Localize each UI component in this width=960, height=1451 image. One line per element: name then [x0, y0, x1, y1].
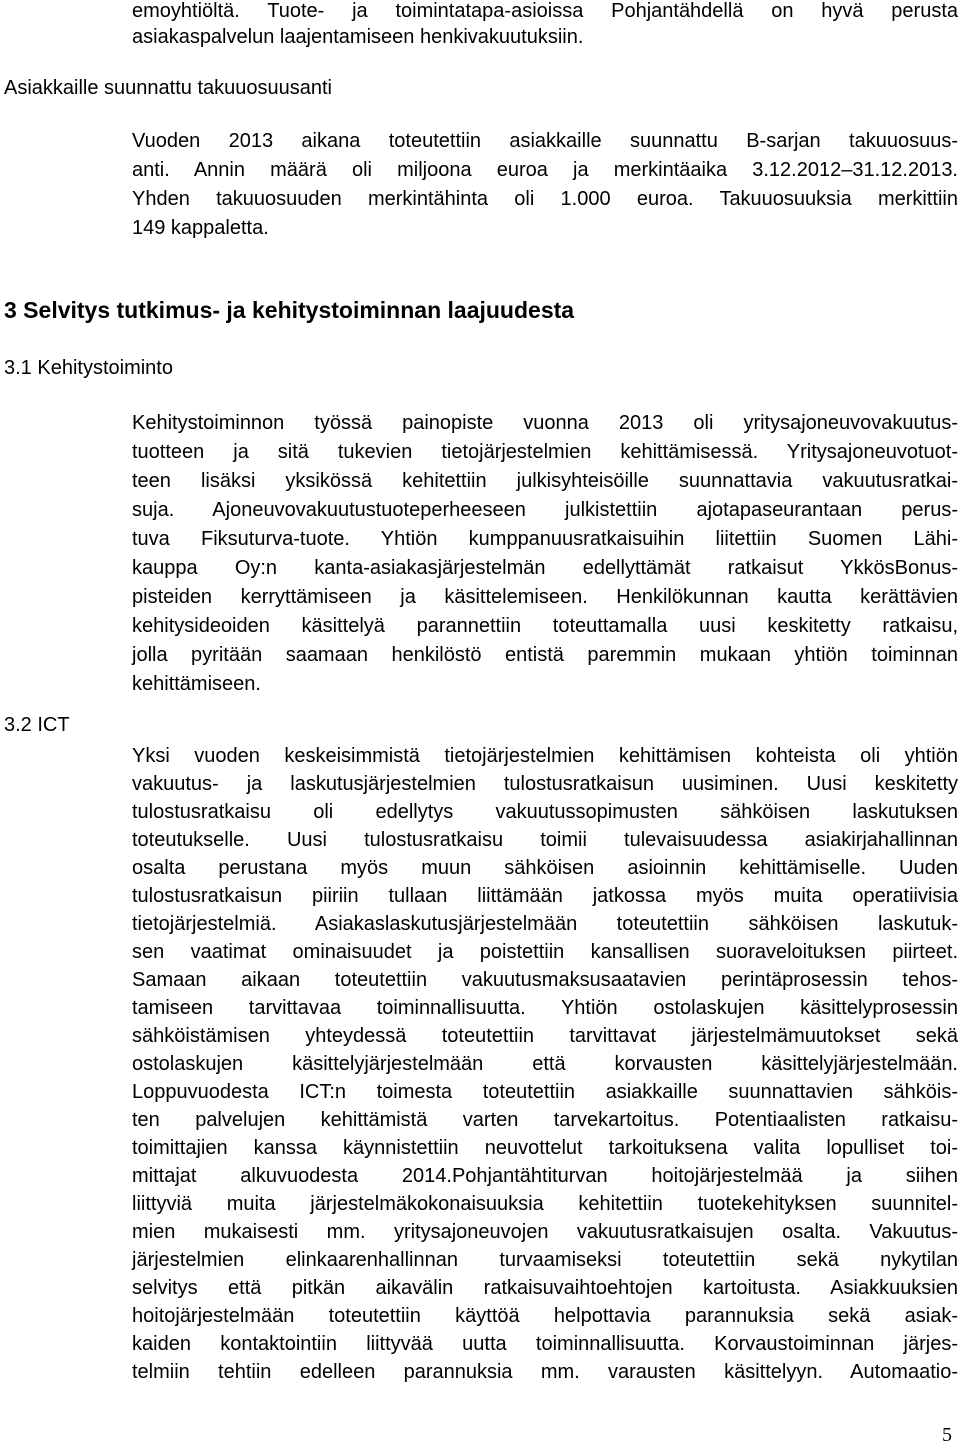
guarantee-line-3: Yhden takuuosuuden merkintähinta oli 1.000 euroa. Takuuosuuksia merkittiin — [132, 188, 958, 210]
section-3-2-line-22: kaiden kontaktointiin liittyvää uutta toiminnallisuutta. Korvaustoiminnan järjes- — [132, 1333, 958, 1355]
guarantee-title: Asiakkaille suunnattu takuuosuusanti — [4, 77, 332, 99]
section-3-2-line-9: Samaan aikaan toteutettiin vakuutusmaksusaatavien perintäprosessin tehos- — [132, 969, 958, 991]
section-3-1-line-2: tuotteen ja sitä tukevien tietojärjestelmien kehittämisessä. Yritysajoneuvotuot- — [132, 441, 958, 463]
section-3-2-line-19: järjestelmien elinkaarenhallinnan turvaamiseksi toteutettiin sekä nykytilan — [132, 1249, 958, 1271]
guarantee-line-4: 149 kappaletta. — [132, 217, 269, 239]
section-3-1-line-3: teen lisäksi yksikössä kehitettiin julkisyhteisöille suunnattavia vakuutusratkai- — [132, 470, 958, 492]
section-3-2-line-4: toteutukselle. Uusi tulostusratkaisu toimii tulevaisuudessa asiakirjahallinnan — [132, 829, 958, 851]
section-3-2-line-21: hoitojärjestelmään toteutettiin käyttöä helpottavia parannuksia sekä asiak- — [132, 1305, 958, 1327]
section-3-2-line-18: mien mukaisesti mm. yritysajoneuvojen vakuutusratkaisujen osalta. Vakuutus- — [132, 1221, 958, 1243]
section-3-2-line-1: Yksi vuoden keskeisimmistä tietojärjestelmien kehittämisen kohteista oli yhtiön — [132, 745, 958, 767]
section-3-2-line-13: Loppuvuodesta ICT:n toimesta toteutettiin asiakkaille suunnattavien sähköis- — [132, 1081, 958, 1103]
guarantee-line-1: Vuoden 2013 aikana toteutettiin asiakkaille suunnattu B-sarjan takuuosuus- — [132, 130, 958, 152]
section-3-2-line-15: toimittajien kanssa käynnistettiin neuvottelut tarkoituksena valita lopulliset toi- — [132, 1137, 958, 1159]
section-3-2-line-3: tulostusratkaisu oli edellytys vakuutussopimusten sähköisen laskutuksen — [132, 801, 958, 823]
page-number: 5 — [942, 1424, 952, 1446]
intro-line-2: asiakaspalvelun laajentamiseen henkivakuutuksiin. — [132, 26, 584, 48]
section-3-1-line-10: kehittämiseen. — [132, 673, 261, 695]
section-3-2-line-23: telmiin tehtiin edelleen parannuksia mm. varausten käsittelyyn. Automaatio- — [132, 1361, 958, 1383]
section-3-2-line-16: mittajat alkuvuodesta 2014.Pohjantähtiturvan hoitojärjestelmää ja siihen — [132, 1165, 958, 1187]
section-3-2-line-11: sähköistämisen yhteydessä toteutettiin tarvittavat järjestelmämuutokset sekä — [132, 1025, 958, 1047]
section-3-1-line-1: Kehitystoiminnon työssä painopiste vuonna 2013 oli yritysajoneuvovakuutus- — [132, 412, 958, 434]
section-3-2-line-14: ten palvelujen kehittämistä varten tarvekartoitus. Potentiaalisten ratkaisu- — [132, 1109, 958, 1131]
section-3-1-line-9: jolla pyritään saamaan henkilöstö entistä paremmin mukaan yhtiön toiminnan — [132, 644, 958, 666]
section-3-2-line-17: liittyviä muita järjestelmäkokonaisuuksia kehitettiin tuotekehityksen suunnitel- — [132, 1193, 958, 1215]
section-3-1-line-5: tuva Fiksuturva-tuote. Yhtiön kumppanuusratkaisuihin liitettiin Suomen Lähi- — [132, 528, 958, 550]
section-3-2-line-12: ostolaskujen käsittelyjärjestelmään että korvausten käsittelyjärjestelmään. — [132, 1053, 958, 1075]
section-3-2-line-7: tietojärjestelmiä. Asiakaslaskutusjärjestelmään toteutettiin sähköisen laskutuk- — [132, 913, 958, 935]
section-3-1-line-6: kauppa Oy:n kanta-asiakasjärjestelmän edellyttämät ratkaisut YkkösBonus- — [132, 557, 958, 579]
section-3-1-line-4: suja. Ajoneuvovakuutustuoteperheeseen julkistettiin ajotapaseurantaan perus- — [132, 499, 958, 521]
guarantee-line-2: anti. Annin määrä oli miljoona euroa ja merkintäaika 3.12.2012–31.12.2013. — [132, 159, 958, 181]
section-3-2-heading: 3.2 ICT — [4, 714, 70, 736]
section-3-2-line-8: sen vaatimat ominaisuudet ja poistettiin kansallisen suoraveloituksen piirteet. — [132, 941, 958, 963]
section-3-2-line-20: selvitys että pitkän aikavälin ratkaisuvaihtoehtojen kartoitusta. Asiakkuuksien — [132, 1277, 958, 1299]
section-3-2-line-5: osalta perustana myös muun sähköisen asioinnin kehittämiselle. Uuden — [132, 857, 958, 879]
section-3-1-line-7: pisteiden kerryttämiseen ja käsittelemiseen. Henkilökunnan kautta kerättävien — [132, 586, 958, 608]
intro-line-1: emoyhtiöltä. Tuote- ja toimintatapa-asioissa Pohjantähdellä on hyvä perusta — [132, 0, 958, 22]
section-3-heading: 3 Selvitys tutkimus- ja kehitystoiminnan laajuudesta — [4, 297, 575, 323]
section-3-1-line-8: kehitysideoiden käsittelyä parannettiin toteuttamalla uusi keskitetty ratkaisu, — [132, 615, 958, 637]
section-3-2-line-10: tamiseen tarvittavaa toiminnallisuutta. Yhtiön ostolaskujen käsittelyprosessin — [132, 997, 958, 1019]
section-3-2-line-6: tulostusratkaisun piiriin tullaan liittämään jatkossa myös muita operatiivisia — [132, 885, 958, 907]
section-3-1-heading: 3.1 Kehitystoiminto — [4, 357, 173, 379]
section-3-2-line-2: vakuutus- ja laskutusjärjestelmien tulostusratkaisun uusiminen. Uusi keskitetty — [132, 773, 958, 795]
